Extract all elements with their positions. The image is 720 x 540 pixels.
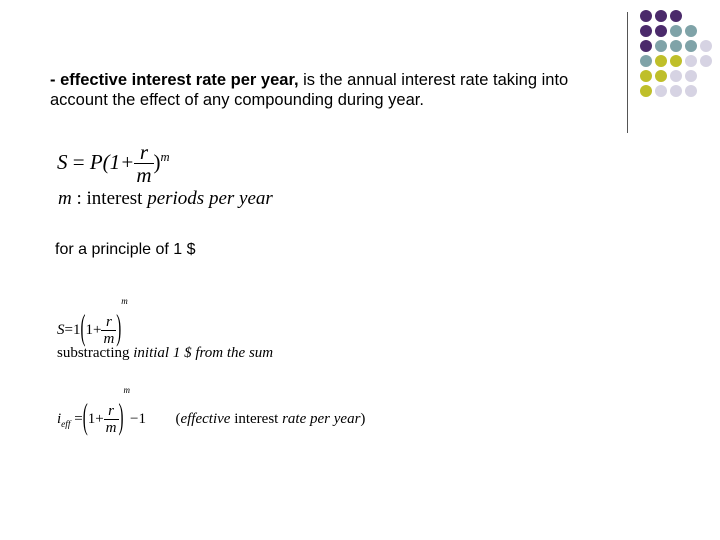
decorative-dot	[640, 40, 652, 52]
decorative-dot	[655, 25, 667, 37]
formula-term: 1+	[85, 322, 102, 338]
definition-paragraph	[50, 70, 625, 110]
decorative-dot	[640, 25, 652, 37]
decorative-dot	[655, 55, 667, 67]
decorative-dot-grid	[640, 10, 720, 120]
fraction-denominator: m	[103, 330, 115, 347]
compound-formula	[57, 142, 170, 186]
decorative-dot	[640, 10, 652, 22]
right-paren: )	[118, 399, 124, 438]
decorative-dot	[685, 55, 697, 67]
definition-text: is the annual interest rate taking into account the effect of any compounding during year.	[50, 71, 569, 109]
decorative-dot	[640, 70, 652, 82]
subtract-word: substracting	[57, 345, 130, 361]
principle-note: for a principle of 1 $	[55, 241, 196, 258]
label-paren: )	[360, 411, 366, 427]
decorative-dot	[670, 70, 682, 82]
decorative-dot	[670, 40, 682, 52]
formula-term: 1	[72, 322, 81, 338]
formula-exponent: m	[123, 385, 130, 395]
formula-symbol: S	[57, 149, 68, 174]
decorative-dot	[655, 85, 667, 97]
effective-word: effective	[180, 411, 231, 427]
subtract-note	[57, 345, 273, 362]
rate-fraction	[104, 404, 119, 436]
colon: :	[76, 188, 82, 209]
periods-text: periods per year	[147, 188, 273, 209]
decorative-dot	[685, 25, 697, 37]
label-paren: (	[175, 411, 181, 427]
formula-symbol: S	[57, 322, 65, 338]
m-definition	[58, 188, 273, 210]
formula-operator: =	[72, 149, 85, 174]
decorative-dot	[655, 10, 667, 22]
subtract-text: initial 1 $ from the sum	[133, 345, 274, 361]
decorative-dot	[700, 55, 712, 67]
left-paren: (	[80, 310, 86, 349]
formula-symbol: i	[57, 411, 62, 427]
fraction-numerator: r	[108, 402, 114, 419]
right-paren: )	[116, 310, 122, 349]
formula-term: P(1+	[89, 149, 135, 174]
decorative-divider	[627, 12, 628, 133]
formula-term: −1	[130, 411, 146, 427]
effective-rate-formula	[57, 385, 365, 436]
m-symbol: m	[58, 188, 72, 209]
formula-operator: =	[74, 411, 83, 427]
fraction-numerator: r	[139, 140, 149, 164]
decorative-dot	[670, 25, 682, 37]
fraction-numerator: r	[105, 313, 112, 330]
formula-exponent: m	[160, 149, 170, 164]
formula-subscript: eff	[61, 420, 71, 430]
decorative-dot	[640, 55, 652, 67]
decorative-dot	[685, 40, 697, 52]
formula-exponent: m	[121, 296, 128, 306]
definition-term: - effective interest rate per year,	[50, 71, 299, 89]
formula-term: 1+	[87, 411, 104, 427]
decorative-dot	[685, 70, 697, 82]
interest-word: interest	[86, 188, 143, 209]
rate-fraction	[101, 315, 116, 347]
formula-operator: =	[64, 322, 73, 338]
unit-principal-formula	[57, 296, 128, 347]
decorative-dot	[655, 70, 667, 82]
rate-per-year-text: rate per year	[282, 411, 361, 427]
rate-fraction	[134, 142, 153, 186]
fraction-denominator: m	[136, 163, 152, 187]
formula-paren: )	[153, 149, 161, 174]
decorative-dot	[670, 10, 682, 22]
left-paren: (	[82, 399, 88, 438]
decorative-dot	[640, 85, 652, 97]
decorative-dot	[670, 55, 682, 67]
interest-word: interest	[234, 411, 279, 427]
decorative-dot	[685, 85, 697, 97]
decorative-dot	[670, 85, 682, 97]
decorative-dot	[700, 40, 712, 52]
decorative-dot	[655, 40, 667, 52]
fraction-denominator: m	[105, 419, 117, 436]
